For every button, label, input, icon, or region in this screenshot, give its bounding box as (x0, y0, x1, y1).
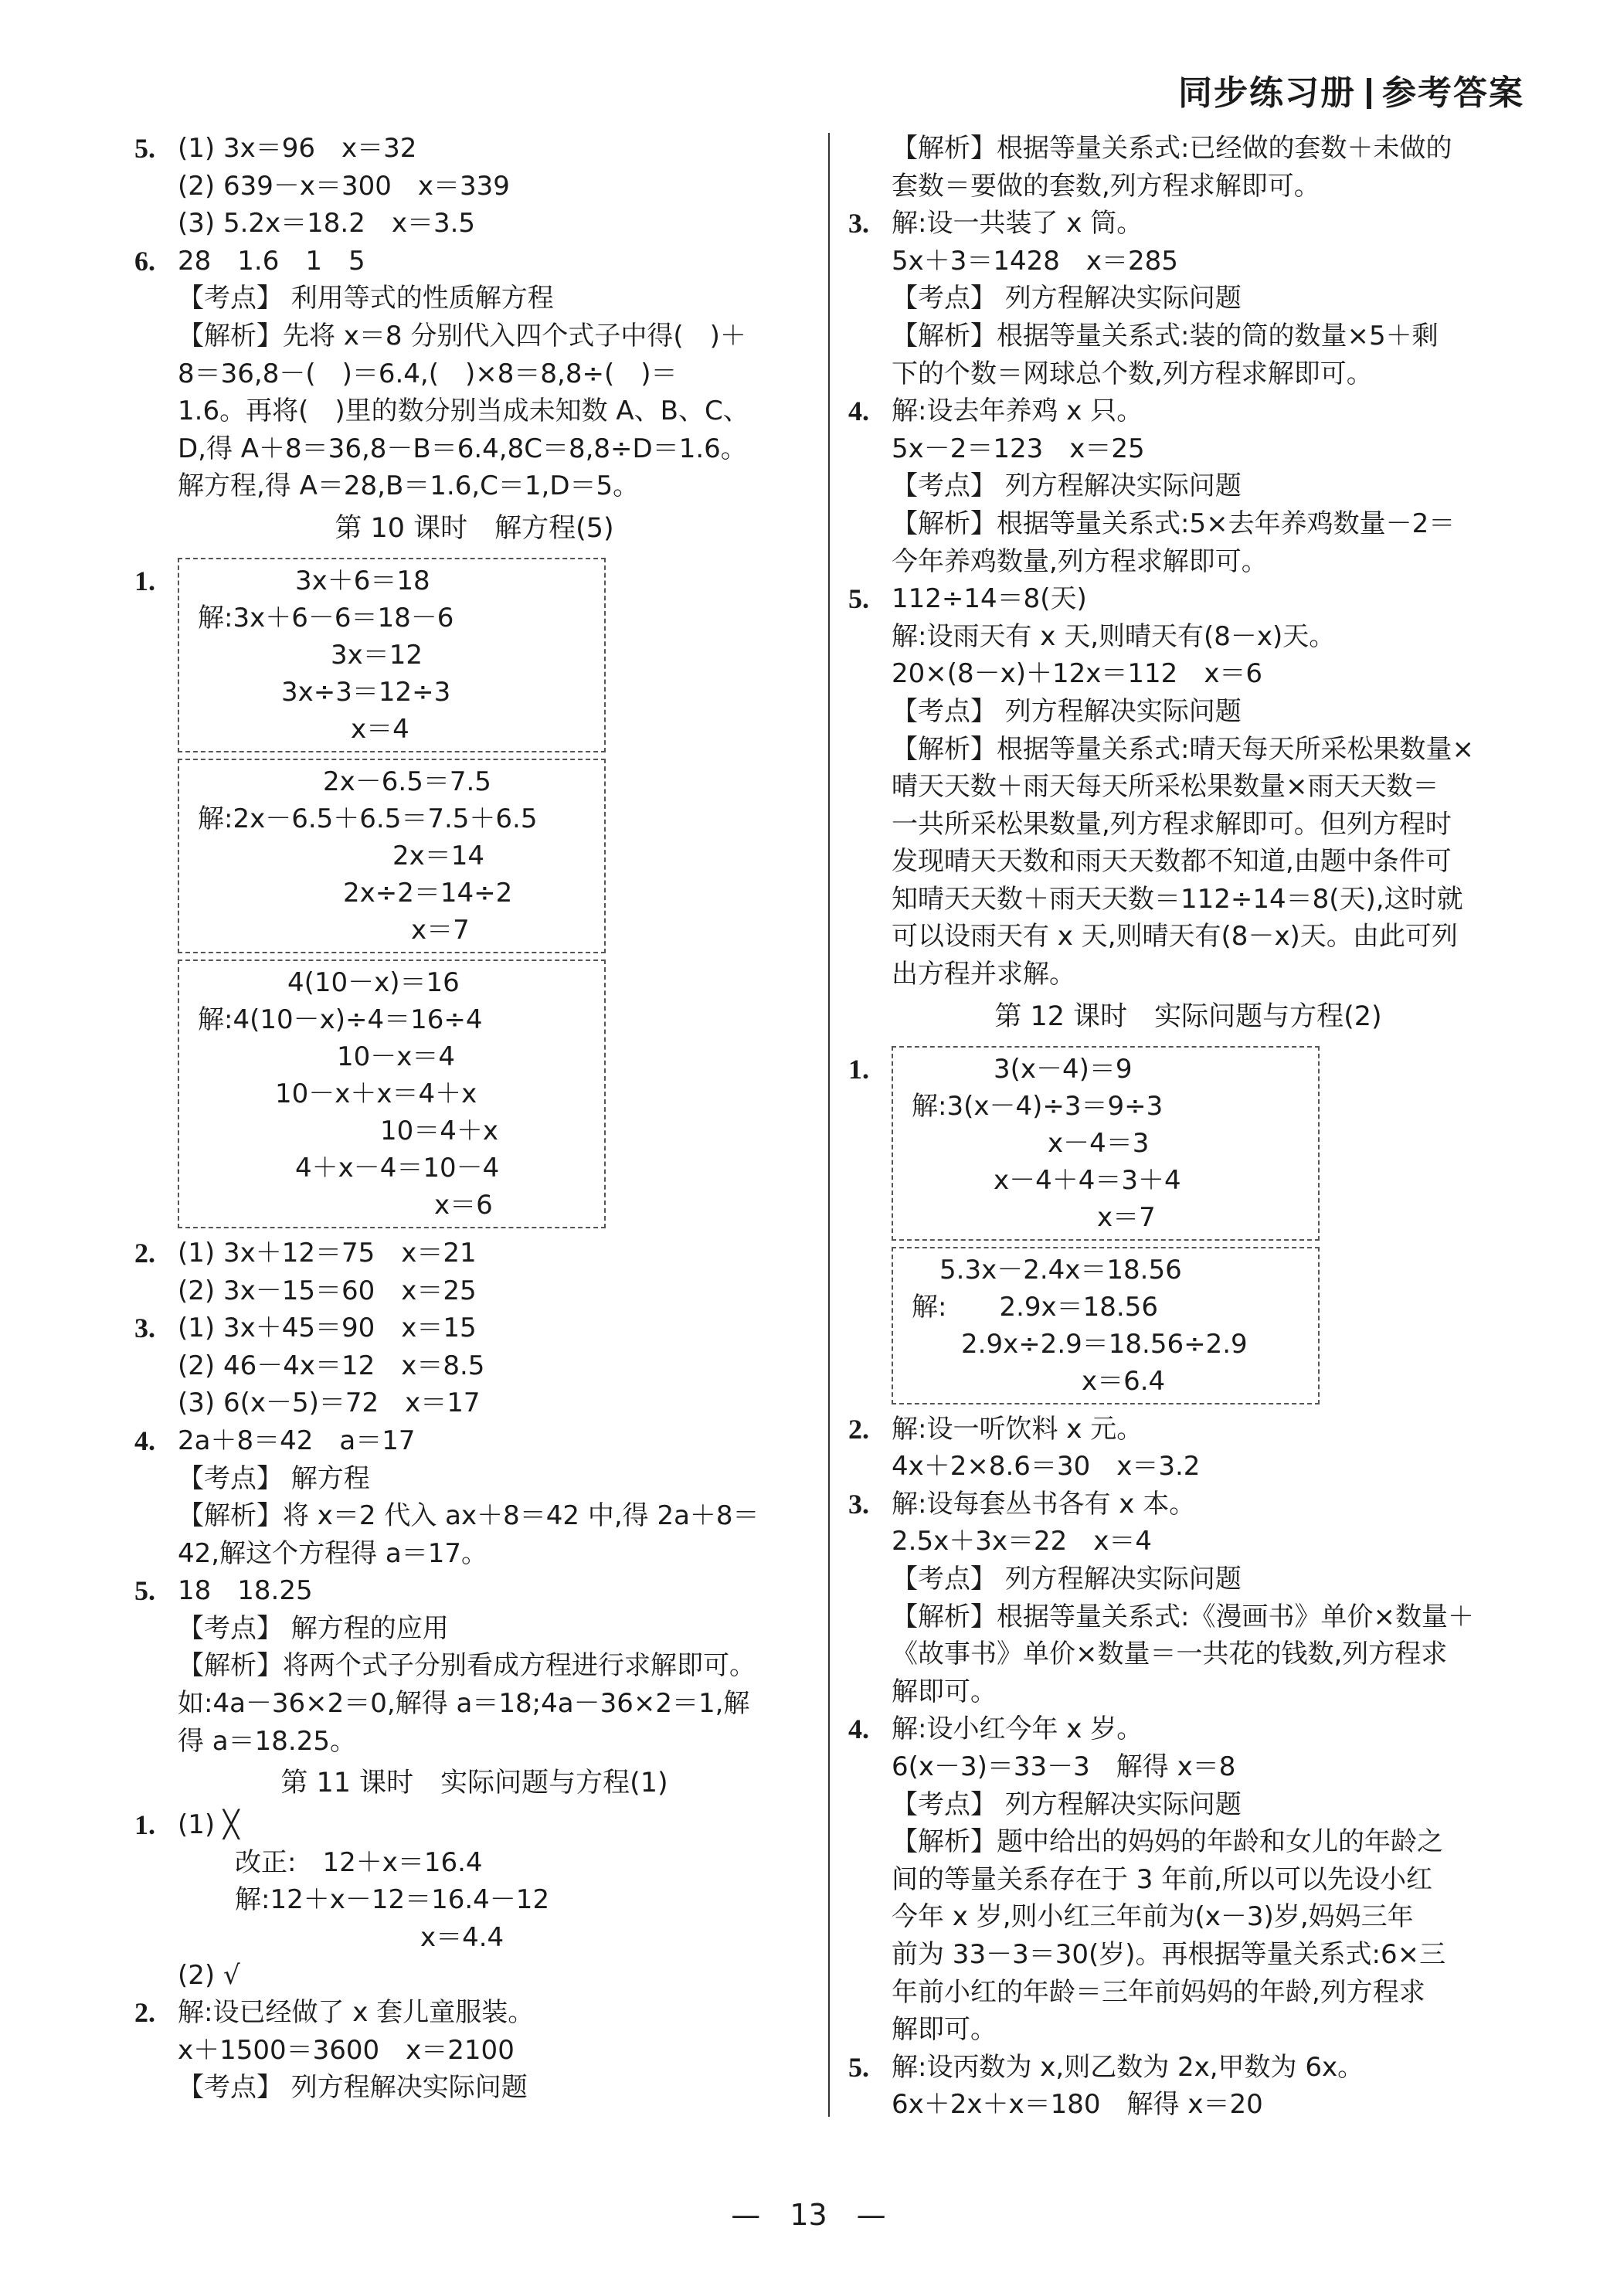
equation: 解:2x－6.5＋6.5＝7.5＋6.5 (198, 803, 538, 834)
answer-text: x＋1500＝3600 x＝2100 (178, 2034, 515, 2066)
answer-text: (2) 46－4x＝12 x＝8.5 (178, 1350, 485, 1381)
answer-line (848, 392, 1528, 430)
page-footer (0, 2191, 1617, 2233)
jiexi-text: 套数＝要做的套数,列方程求解即可。 (892, 170, 1320, 202)
answer-text: x＝4.4 (420, 1922, 504, 1954)
answer-text: (1) ╳ (178, 1809, 239, 1841)
jiexi-text: 【解析】根据等量关系式:晴天每天所采松果数量× (892, 733, 1474, 765)
answer-text: (1) 3x＋12＝75 x＝21 (178, 1237, 477, 1269)
answer-text: 解:12＋x－12＝16.4－12 (235, 1884, 550, 1916)
equation: 3x÷3＝12÷3 (281, 676, 451, 708)
jiexi-text: 42,解这个方程得 a＝17。 (178, 1537, 487, 1569)
jiexi-text: 1.6。再将( )里的数分别当成未知数 A、B、C、 (178, 396, 749, 427)
answer-line (134, 1919, 814, 1957)
jiexi-text: 发现晴天天数和雨天天数都不知道,由题中条件可 (892, 846, 1452, 878)
answer-line (848, 2086, 1528, 2124)
jiexi-text: 【解析】根据等量关系式:《漫画书》单价×数量＋ (892, 1601, 1474, 1632)
equation: x＝6 (434, 1189, 493, 1221)
answer-line (134, 1347, 814, 1385)
kaodian-text: 【考点】 列方程解决实际问题 (892, 283, 1242, 314)
jiexi-line (848, 1598, 1528, 1636)
jiexi-text: 间的等量关系存在于 3 年前,所以可以先设小红 (892, 1863, 1433, 1895)
answer-text: 改正: 12＋x＝16.4 (235, 1846, 483, 1878)
lesson-title: 第 12 课时 实际问题与方程(2) (994, 1000, 1382, 1032)
answer-text: 2a＋8＝42 a＝17 (178, 1425, 416, 1456)
solution-box (178, 959, 606, 1228)
answer-text: 解:设丙数为 x,则乙数为 2x,甲数为 6x。 (892, 2051, 1364, 2083)
jiexi-line (134, 467, 814, 505)
answer-line (848, 1748, 1528, 1786)
equation: 10－x＋x＝4＋x (275, 1078, 477, 1109)
question-number: 4. (848, 1714, 869, 1745)
equation: 解: 2.9x＝18.56 (912, 1291, 1158, 1323)
equation: x－4＋4＝3＋4 (994, 1164, 1181, 1196)
jiexi-line (134, 318, 814, 355)
jiexi-line (848, 1936, 1528, 1974)
jiexi-line (134, 355, 814, 393)
answer-text: 解:设已经做了 x 套儿童服装。 (178, 1997, 535, 2029)
jiexi-line (134, 392, 814, 430)
equation: 2x÷2＝14÷2 (343, 877, 513, 909)
answer-text: 解:设雨天有 x 天,则晴天有(8－x)天。 (892, 620, 1336, 652)
lesson-title: 第 10 课时 解方程(5) (335, 512, 614, 544)
answer-text: (3) 6(x－5)＝72 x＝17 (178, 1387, 481, 1419)
jiexi-text: 【解析】根据等量关系式:5×去年养鸡数量－2＝ (892, 508, 1456, 539)
kaodian-line (848, 1561, 1528, 1598)
jiexi-text: D,得 A＋8＝36,8－B＝6.4,8C＝8,8÷D＝1.6。 (178, 433, 747, 464)
answer-text: 28 1.6 1 5 (178, 245, 365, 277)
answer-text: 20×(8－x)＋12x＝112 x＝6 (892, 658, 1263, 690)
equation: 2x－6.5＝7.5 (323, 766, 491, 797)
equation: 3(x－4)＝9 (994, 1053, 1133, 1085)
jiexi-line (134, 1647, 814, 1685)
question-number: 1. (134, 1809, 155, 1841)
equation: 2.9x÷2.9＝18.56÷2.9 (961, 1328, 1248, 1360)
jiexi-line (848, 843, 1528, 881)
question-number: 5. (134, 133, 155, 164)
kaodian-text: 【考点】 列方程解决实际问题 (892, 1564, 1242, 1595)
answer-line (848, 1710, 1528, 1748)
jiexi-line (134, 1723, 814, 1761)
jiexi-text: 8＝36,8－( )＝6.4,( )×8＝8,8÷( )＝ (178, 358, 678, 389)
equation: 4(10－x)＝16 (287, 966, 460, 998)
answer-text: 5x－2＝123 x＝25 (892, 433, 1145, 464)
equation: x＝4 (351, 713, 409, 745)
jiexi-text: 【解析】先将 x＝8 分别代入四个式子中得( )＋ (178, 320, 746, 352)
question-number: 5. (848, 2051, 869, 2083)
answer-text: 5x＋3＝1428 x＝285 (892, 245, 1178, 277)
answer-line (848, 205, 1528, 243)
left-column (134, 130, 814, 2107)
jiexi-text: 下的个数＝网球总个数,列方程求解即可。 (892, 358, 1373, 389)
kaodian-line (134, 1460, 814, 1498)
answer-line (134, 205, 814, 243)
kaodian-text: 【考点】 列方程解决实际问题 (178, 2072, 528, 2104)
answer-line (848, 580, 1528, 618)
kaodian-text: 【考点】 解方程的应用 (178, 1612, 449, 1644)
answer-text: 6x＋2x＋x＝180 解得 x＝20 (892, 2089, 1263, 2121)
answer-text: 112÷14＝8(天) (892, 583, 1087, 615)
answer-line (134, 2032, 814, 2070)
equation: 3x＝12 (331, 639, 423, 671)
answer-line (848, 618, 1528, 656)
answer-text: (2) √ (178, 1959, 240, 1991)
answer-text: 解:设一共装了 x 筒。 (892, 208, 1143, 239)
question-number: 5. (848, 583, 869, 615)
kaodian-line (848, 693, 1528, 731)
jiexi-line (134, 1535, 814, 1573)
equation: x＝7 (1097, 1201, 1156, 1233)
jiexi-line (848, 543, 1528, 581)
answer-line (134, 1881, 814, 1919)
jiexi-text: 解即可。 (892, 2014, 997, 2046)
kaodian-line (134, 2069, 814, 2107)
header-divider (1367, 78, 1371, 109)
lesson-title: 第 11 课时 实际问题与方程(1) (280, 1768, 668, 1799)
answer-line (134, 1422, 814, 1460)
jiexi-text: 解即可。 (892, 1676, 997, 1707)
jiexi-line (848, 881, 1528, 919)
question-number: 1. (134, 565, 155, 596)
equation: 5.3x－2.4x＝18.56 (939, 1254, 1182, 1286)
jiexi-text: 前为 33－3＝30(岁)。再根据等量关系式:6×三 (892, 1938, 1446, 1970)
kaodian-line (134, 280, 814, 318)
answer-text: 2.5x＋3x＝22 x＝4 (892, 1526, 1152, 1557)
q1-solutions (134, 558, 814, 1228)
kaodian-text: 【考点】 解方程 (178, 1462, 370, 1494)
jiexi-line (848, 168, 1528, 205)
answer-text: (2) 3x－15＝60 x＝25 (178, 1275, 477, 1306)
page-header (1178, 65, 1524, 114)
kaodian-text: 【考点】 利用等式的性质解方程 (178, 283, 554, 314)
equation: 4＋x－4＝10－4 (295, 1152, 500, 1184)
equation: 3x＋6＝18 (295, 565, 430, 596)
footer-dash: — (731, 2198, 790, 2232)
answer-text: (3) 5.2x＝18.2 x＝3.5 (178, 208, 476, 239)
question-number: 4. (848, 396, 869, 427)
jiexi-text: 晴天天数＋雨天每天所采松果数量×雨天天数＝ (892, 771, 1439, 803)
kaodian-text: 【考点】 列方程解决实际问题 (892, 1788, 1242, 1820)
equation: 10＝4＋x (380, 1115, 499, 1146)
jiexi-line (134, 430, 814, 468)
answer-text: 解:设去年养鸡 x 只。 (892, 396, 1143, 427)
header-section-title: 参考答案 (1382, 73, 1524, 113)
question-number: 2. (134, 1997, 155, 2029)
answer-line (134, 1994, 814, 2032)
jiexi-text: 出方程并求解。 (892, 959, 1075, 990)
answer-line (134, 243, 814, 280)
answer-line (134, 1844, 814, 1882)
solution-box (892, 1046, 1320, 1241)
question-number: 3. (848, 208, 869, 239)
answer-line (134, 1806, 814, 1844)
equation: x＝6.4 (1082, 1365, 1166, 1397)
answer-line (848, 243, 1528, 280)
jiexi-text: 一共所采松果数量,列方程求解即可。但列方程时 (892, 808, 1452, 840)
answer-line (134, 130, 814, 168)
jiexi-text: 【解析】将两个式子分别看成方程进行求解即可。 (178, 1650, 756, 1682)
answer-line (848, 2049, 1528, 2087)
jiexi-text: 知晴天天数＋雨天天数＝112÷14＝8(天),这时就 (892, 883, 1463, 915)
kaodian-text: 【考点】 列方程解决实际问题 (892, 470, 1242, 502)
equation: 解:3x＋6－6＝18－6 (198, 602, 454, 633)
jiexi-line (848, 2011, 1528, 2049)
jiexi-line (848, 130, 1528, 168)
equation: 解:4(10－x)÷4＝16÷4 (198, 1004, 483, 1035)
answer-line (134, 1384, 814, 1422)
answer-text: 解:设每套丛书各有 x 本。 (892, 1488, 1196, 1520)
answer-line (848, 1411, 1528, 1449)
jiexi-line (848, 1861, 1528, 1899)
jiexi-text: 如:4a－36×2＝0,解得 a＝18;4a－36×2＝1,解 (178, 1688, 750, 1720)
jiexi-text: 【解析】根据等量关系式:已经做的套数＋未做的 (892, 133, 1452, 164)
q1-solutions (848, 1046, 1528, 1404)
jiexi-line (848, 731, 1528, 769)
page-number: 13 (790, 2198, 827, 2232)
jiexi-line (848, 1823, 1528, 1861)
jiexi-text: 今年 x 岁,则小红三年前为(x－3)岁,妈妈三年 (892, 1901, 1414, 1933)
jiexi-text: 【解析】题中给出的妈妈的年龄和女儿的年龄之 (892, 1826, 1443, 1858)
kaodian-line (848, 1786, 1528, 1824)
solution-box (892, 1247, 1320, 1404)
answer-text: (2) 639－x＝300 x＝339 (178, 170, 510, 202)
answer-line (134, 1572, 814, 1610)
equation: 解:3(x－4)÷3＝9÷3 (912, 1090, 1163, 1122)
answer-text: 解:设小红今年 x 岁。 (892, 1714, 1143, 1745)
equation: x＝7 (411, 914, 470, 946)
answer-text: 解:设一听饮料 x 元。 (892, 1413, 1143, 1445)
solution-box (178, 558, 606, 752)
jiexi-line (134, 1685, 814, 1723)
jiexi-text: 今年养鸡数量,列方程求解即可。 (892, 545, 1268, 577)
jiexi-line (848, 956, 1528, 993)
equation: 10－x＝4 (337, 1041, 456, 1072)
answer-text: (1) 3x＝96 x＝32 (178, 133, 417, 164)
answer-line (848, 1523, 1528, 1561)
equation: 2x＝14 (392, 840, 485, 871)
column-divider (828, 133, 830, 2117)
jiexi-text: 【解析】将 x＝2 代入 ax＋8＝42 中,得 2a＋8＝ (178, 1500, 759, 1532)
jiexi-line (848, 1635, 1528, 1673)
answer-text: (1) 3x＋45＝90 x＝15 (178, 1313, 477, 1344)
kaodian-line (848, 467, 1528, 505)
footer-dash: — (827, 2198, 886, 2232)
question-number: 2. (134, 1237, 155, 1269)
answer-line (134, 168, 814, 205)
kaodian-line (134, 1610, 814, 1648)
question-number: 2. (848, 1413, 869, 1445)
jiexi-line (848, 1974, 1528, 2012)
question-number: 5. (134, 1575, 155, 1607)
jiexi-line (848, 918, 1528, 956)
jiexi-line (848, 505, 1528, 543)
question-number: 6. (134, 245, 155, 277)
jiexi-line (848, 1898, 1528, 1936)
answer-line (848, 1448, 1528, 1486)
jiexi-line (848, 768, 1528, 806)
answer-line (848, 655, 1528, 693)
equation: x－4＝3 (1048, 1127, 1150, 1159)
jiexi-line (134, 1497, 814, 1535)
jiexi-line (848, 1673, 1528, 1711)
jiexi-text: 《故事书》单价×数量＝一共花的钱数,列方程求 (892, 1639, 1448, 1670)
answer-line (848, 1486, 1528, 1523)
jiexi-text: 年前小红的年龄＝三年前妈妈的年龄,列方程求 (892, 1976, 1425, 2008)
answer-line (848, 430, 1528, 468)
jiexi-text: 得 a＝18.25。 (178, 1725, 356, 1757)
right-column (848, 130, 1528, 2124)
answer-text: 6(x－3)＝33－3 解得 x＝8 (892, 1751, 1236, 1782)
jiexi-text: 解方程,得 A＝28,B＝1.6,C＝1,D＝5。 (178, 470, 640, 502)
kaodian-line (848, 280, 1528, 318)
jiexi-line (848, 318, 1528, 355)
jiexi-text: 【解析】根据等量关系式:装的筒的数量×5＋剩 (892, 320, 1439, 352)
jiexi-line (848, 355, 1528, 393)
question-number: 3. (134, 1313, 155, 1344)
answer-text: 18 18.25 (178, 1575, 313, 1607)
answer-line (134, 1309, 814, 1347)
answer-line (134, 1957, 814, 1995)
jiexi-line (848, 806, 1528, 844)
question-number: 3. (848, 1488, 869, 1520)
kaodian-text: 【考点】 列方程解决实际问题 (892, 695, 1242, 727)
jiexi-text: 可以设雨天有 x 天,则晴天有(8－x)天。由此可列 (892, 921, 1458, 953)
answer-line (134, 1272, 814, 1310)
question-number: 1. (848, 1053, 869, 1085)
question-number: 4. (134, 1425, 155, 1456)
answer-line (134, 1235, 814, 1272)
header-book-title: 同步练习册 (1178, 73, 1356, 113)
answer-text: 4x＋2×8.6＝30 x＝3.2 (892, 1451, 1201, 1483)
solution-box (178, 759, 606, 953)
